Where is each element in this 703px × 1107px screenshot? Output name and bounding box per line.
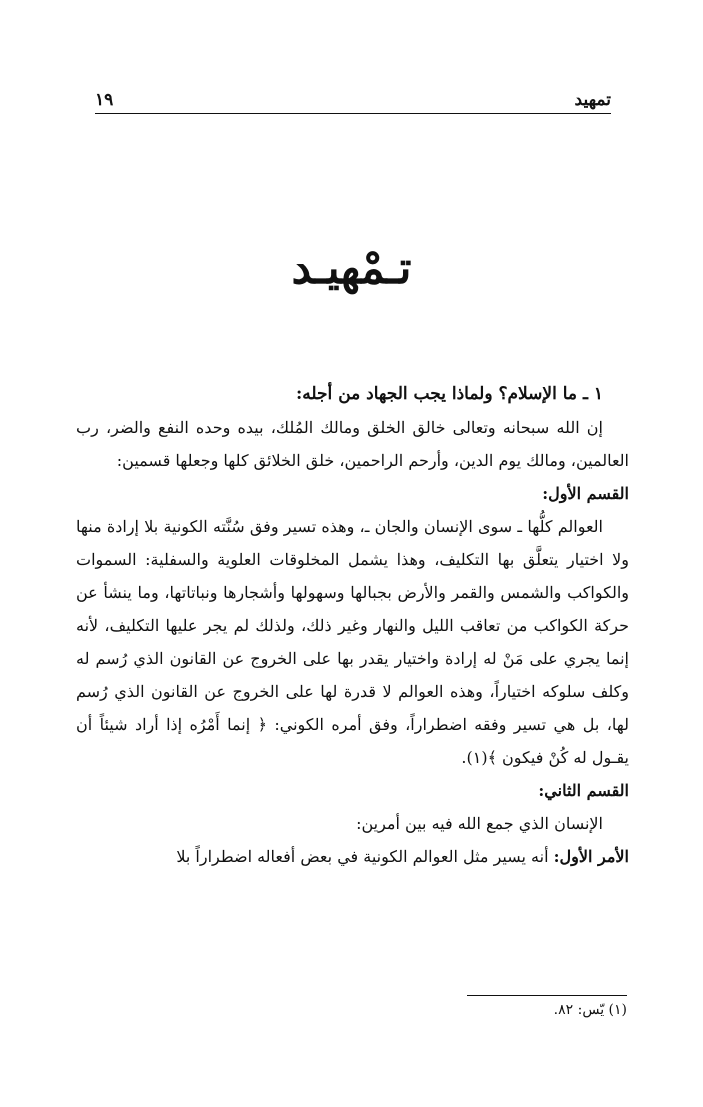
footnote: (١) يّس: ٨٢. [553,1002,627,1018]
running-header-title: تمهيد [574,90,611,110]
running-header [95,82,611,114]
body-text [76,378,629,873]
chapter-title: تـمْهيـد [291,243,412,294]
first-matter-label: الأمر الأول: [553,847,629,866]
section-heading: ١ ـ ما الإسلام؟ ولماذا يجب الجهاد من أجله: [296,384,603,404]
part-one-heading: القسم الأول: [542,484,629,503]
first-matter-paragraph [76,840,629,873]
part-one-paragraph: العوالم كلُّها ـ سوى الإنسان والجان ـ، وهذه تسير وفق سُنَّته الكونية بلا إرادة منها ولا اختيار يتعلَّق بها التكليف، وهذا يشمل المخلوقات العلوية والسفلية: السموات والكواكب والشمس والقمر والأرض بجبالها وسهولها وأشجارها ونباتاتها، وما ينشأ عن حركة الكواكب من تعاقب الليل والنهار وغير ذلك، ولذلك لم يجر عليها التكليف، لأنه إنما يجري على مَنْ له إرادة واختيار يقدر بها على الخروج عن القانون الذي رُسم له وكلف سلوكه اختياراً، وهذه العوالم لا قدرة لها على الخروج عن القانون الذي رُسم لها، بل هي تسير وفقه اضطراراً، وفق أمره الكوني: ﴿ إنما أَمْرُه إذا أراد شيئاً أن يقـول له كُنْ فيكون ﴾(١). [76,517,629,767]
part-two-heading: القسم الثاني: [538,781,629,800]
intro-paragraph: إن الله سبحانه وتعالى خالق الخلق ومالك المُلك، بيده وحده النفع والضر، رب العالمين، ومالك يوم الدين، وأرحم الراحمين، خلق الخلائق كلها وجعلها قسمين: [76,418,629,470]
page-number: ١٩ [95,90,114,110]
first-matter-text: أنه يسير مثل العوالم الكونية في بعض أفعاله اضطراراً بلا [176,847,554,866]
part-two-paragraph: الإنسان الذي جمع الله فيه بين أمرين: [356,814,603,833]
footnote-divider [467,995,627,996]
